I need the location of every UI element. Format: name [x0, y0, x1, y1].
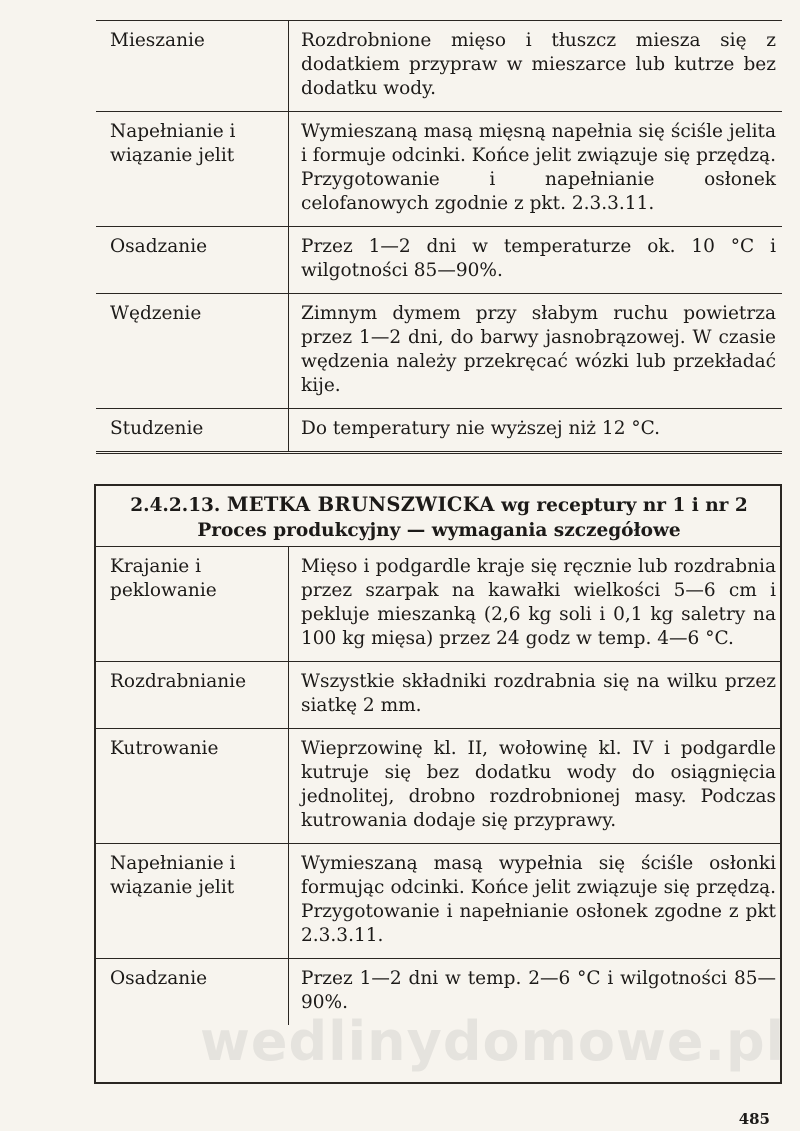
stage-description: Przez 1—2 dni w temp. 2—6 °C i wilgotności 85—90%. [301, 968, 776, 1013]
stage-label: Rozdrabnianie [96, 662, 289, 729]
process-table-top [96, 20, 782, 454]
stage-description: Przez 1—2 dni w temperaturze ok. 10 °C i wilgotności 85—90%. [289, 227, 783, 294]
stage-description: Do temperatury nie wyższej niż 12 °C. [289, 409, 783, 453]
table-row [96, 294, 782, 409]
table-row [96, 959, 782, 1026]
stage-label: Napełnianie i wiązanie jelit [96, 112, 289, 227]
page-number: 485 [738, 1110, 770, 1128]
recipe-note: wg receptury nr 1 i nr 2 [501, 495, 748, 516]
section-heading [96, 492, 782, 543]
section-number: 2.4.2.13. [130, 495, 221, 516]
table-row [96, 844, 782, 959]
section-subtitle: Proces produkcyjny — wymagania szczegółowe [197, 520, 681, 541]
stage-label: Studzenie [96, 409, 289, 453]
stage-description: Rozdrobnione mięso i tłuszcz miesza się z dodatkiem przypraw w mieszarce lub kutrze bez dodatku wody. [289, 21, 783, 112]
stage-label: Krajanie i peklowanie [96, 547, 289, 662]
table-row [96, 547, 782, 662]
section-title-line [96, 492, 782, 518]
table-row [96, 409, 782, 453]
stage-description: Wymieszaną masą wypełnia się ściśle osłonki formując odcinki. Końce jelit związuje się przędzą. Przygotowanie i napełnianie osłonek zgodne z pkt 2.3.3.11. [289, 844, 783, 959]
stage-description: Mięso i podgardle kraje się ręcznie lub rozdrabnia przez szarpak na kawałki wielkości 5—6 cm i pekluje mieszanką (2,6 kg soli i 0,1 kg saletry na 100 kg mięsa) przez 24 godz w temp. 4—6 °C. [289, 547, 783, 662]
table-row [96, 729, 782, 844]
stage-label: Napełnianie i wiązanie jelit [96, 844, 289, 959]
table-row [96, 112, 782, 227]
process-table-bottom [96, 546, 782, 1025]
stage-description: Wieprzowinę kl. II, wołowinę kl. IV i podgardle kutruje się bez dodatku wody do osiągnięcia jednolitej, drobno rozdrobnionej masy. Podczas kutrowania dodaje się przyprawy. [289, 729, 783, 844]
table-row [96, 662, 782, 729]
stage-label: Wędzenie [96, 294, 289, 409]
stage-description: Wymieszaną masą mięsną napełnia się ściśle jelita i formuje odcinki. Końce jelit związuje się przędzą. Przygotowanie i napełnianie osłonek celofanowych zgodnie z pkt. 2.3.3.11. [289, 112, 783, 227]
stage-label: Osadzanie [96, 227, 289, 294]
stage-description: Zimnym dymem przy słabym ruchu powietrza przez 1—2 dni, do barwy jasnobrązowej. W czasie wędzenia należy przekręcać wózki lub przekładać kije. [289, 294, 783, 409]
stage-label: Osadzanie [96, 959, 289, 1026]
stage-description: Wszystkie składniki rozdrabnia się na wilku przez siatkę 2 mm. [289, 662, 783, 729]
table-row [96, 227, 782, 294]
stage-label: Mieszanie [96, 21, 289, 112]
stage-label: Kutrowanie [96, 729, 289, 844]
watermark-text: wedlinydomowe.pl [200, 1010, 786, 1073]
section-title: METKA BRUNSZWICKA [226, 493, 495, 516]
table-row [96, 21, 782, 112]
